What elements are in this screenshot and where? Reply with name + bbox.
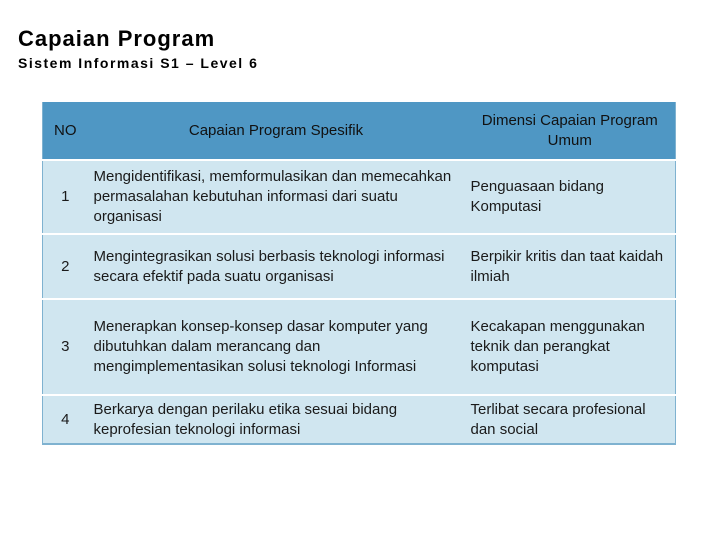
dimensi-umum-cell: Terlibat secara profesional dan social xyxy=(465,395,676,444)
table-row xyxy=(43,395,676,444)
capaian-spesifik-cell: Menerapkan konsep-konsep dasar komputer yang dibutuhkan dalam merancang dan mengimplementasikan solusi teknologi Informasi xyxy=(88,299,465,395)
table-row xyxy=(43,160,676,234)
capaian-program-table xyxy=(42,102,676,445)
page-title: Capaian Program xyxy=(18,26,216,51)
row-number: 4 xyxy=(43,395,88,444)
capaian-spesifik-cell: Mengidentifikasi, memformulasikan dan memecahkan permasalahan kebutuhan informasi dari suatu organisasi xyxy=(88,160,465,234)
page-subtitle: Sistem Informasi S1 – Level 6 xyxy=(18,55,259,71)
dimensi-umum-cell: Berpikir kritis dan taat kaidah ilmiah xyxy=(465,234,676,299)
row-number: 1 xyxy=(43,160,88,234)
table-row xyxy=(43,234,676,299)
table-row xyxy=(43,299,676,395)
table-header-row xyxy=(43,102,676,160)
capaian-spesifik-cell: Mengintegrasikan solusi berbasis teknologi informasi secara efektif pada suatu organisasi xyxy=(88,234,465,299)
header-dimensi-umum: Dimensi Capaian Program Umum xyxy=(465,102,676,160)
dimensi-umum-cell: Kecakapan menggunakan teknik dan perangkat komputasi xyxy=(465,299,676,395)
header-no: NO xyxy=(43,102,88,160)
row-number: 3 xyxy=(43,299,88,395)
header-capaian-spesifik: Capaian Program Spesifik xyxy=(88,102,465,160)
row-number: 2 xyxy=(43,234,88,299)
dimensi-umum-cell: Penguasaan bidang Komputasi xyxy=(465,160,676,234)
capaian-spesifik-cell: Berkarya dengan perilaku etika sesuai bidang keprofesian teknologi informasi xyxy=(88,395,465,444)
